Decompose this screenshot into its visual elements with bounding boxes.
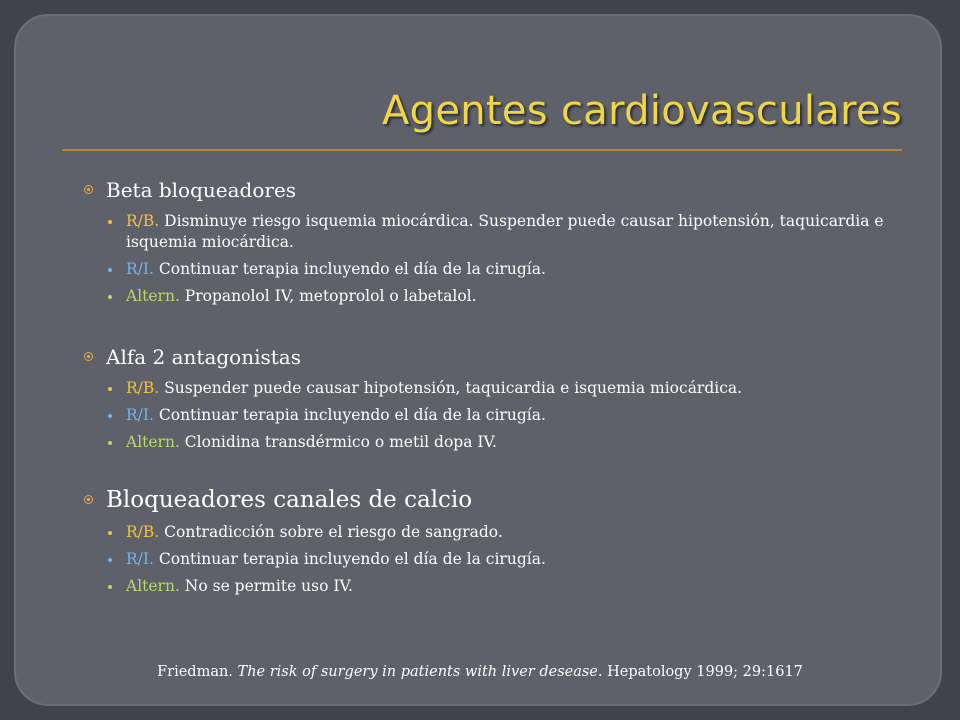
section-heading [84,486,904,514]
list-item [84,259,904,280]
circle-bullet-icon [84,352,93,361]
dot-bullet-icon [108,387,112,391]
item-text: Disminuye riesgo isquemia miocárdica. Suspender puede causar hipotensión, taquicardia e isquemia miocárdica. [126,212,884,251]
slide-title: Agentes cardiovasculares [382,88,902,134]
dot-bullet-icon [108,268,112,272]
list-item [84,549,904,570]
section-alfa-2-antagonistas [84,345,904,453]
item-text: Clonidina transdérmico o metil dopa IV. [179,433,497,451]
item-text: No se permite uso IV. [179,577,353,595]
list-item [84,405,904,426]
item-label: R/I. [126,406,154,424]
item-label: R/B. [126,523,160,541]
circle-bullet-icon [84,185,93,194]
item-text: Continuar terapia incluyendo el día de la cirugía. [153,406,546,424]
section-beta-bloqueadores [84,178,904,307]
title-divider [62,149,902,151]
reference-citation [0,664,960,680]
item-label: R/I. [126,550,154,568]
section-heading-text: Bloqueadores canales de calcio [106,487,473,513]
dot-bullet-icon [108,414,112,418]
dot-bullet-icon [108,441,112,445]
item-label: R/I. [126,260,154,278]
section-heading [84,345,904,369]
list-item [84,378,904,399]
dot-bullet-icon [108,531,112,535]
list-item [84,211,904,253]
dot-bullet-icon [108,295,112,299]
section-heading-text: Beta bloqueadores [106,178,297,202]
item-text: Contradicción sobre el riesgo de sangrado. [159,523,503,541]
list-item [84,432,904,453]
item-label: Altern. [126,287,180,305]
item-label: Altern. [126,577,180,595]
section-heading [84,178,904,202]
dot-bullet-icon [108,220,112,224]
item-text: Propanolol IV, metoprolol o labetalol. [179,287,477,305]
list-item [84,286,904,307]
section-bloqueadores-canales-calcio [84,486,904,597]
item-text: Suspender puede causar hipotensión, taquicardia e isquemia miocárdica. [159,379,743,397]
section-heading-text: Alfa 2 antagonistas [106,345,301,369]
item-text: Continuar terapia incluyendo el día de la cirugía. [153,550,546,568]
dot-bullet-icon [108,558,112,562]
circle-bullet-icon [84,495,93,504]
list-item [84,576,904,597]
list-item [84,522,904,543]
reference-author: Friedman. [157,664,238,680]
reference-work: The risk of surgery in patients with liver desease. [237,664,603,680]
dot-bullet-icon [108,585,112,589]
item-label: R/B. [126,379,160,397]
item-label: R/B. [126,212,160,230]
reference-journal: Hepatology 1999; 29:1617 [602,664,803,680]
item-text: Continuar terapia incluyendo el día de la cirugía. [153,260,546,278]
item-label: Altern. [126,433,180,451]
